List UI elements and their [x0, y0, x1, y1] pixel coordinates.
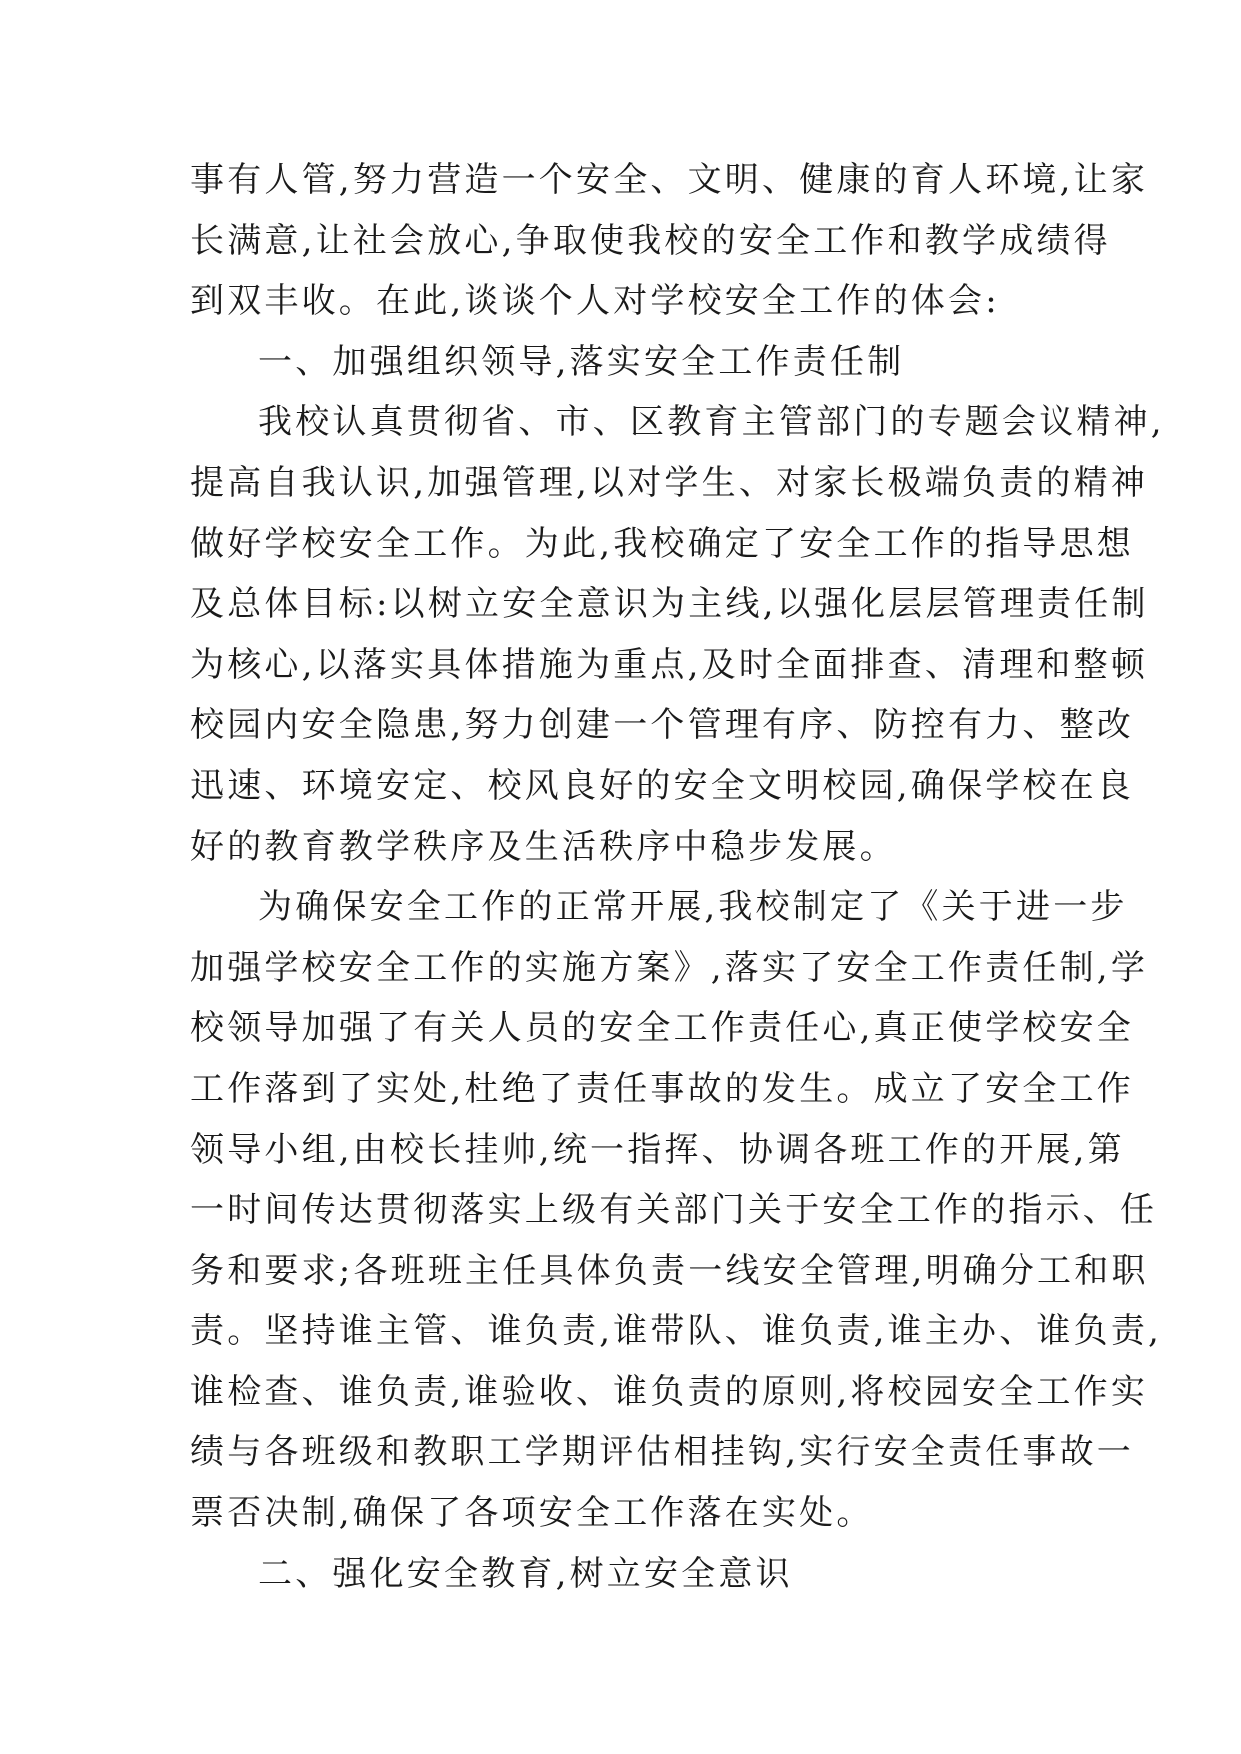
- text-line: 工作落到了实处,杜绝了责任事故的发生。成立了安全工作: [190, 1068, 1135, 1109]
- text-line: 校领导加强了有关人员的安全工作责任心,真正使学校安全: [190, 1008, 1135, 1049]
- text-line: 为确保安全工作的正常开展,我校制定了《关于进一步: [258, 887, 1128, 928]
- text-line: 一时间传达贯彻落实上级有关部门关于安全工作的指示、任: [190, 1190, 1158, 1231]
- text-line: 好的教育教学秩序及生活秩序中稳步发展。: [190, 826, 897, 867]
- text-line: 绩与各班级和教职工学期评估相挂钩,实行安全责任事故一: [190, 1432, 1135, 1473]
- text-line: 事有人管,努力营造一个安全、文明、健康的育人环境,让家: [190, 160, 1149, 200]
- text-line: 加强学校安全工作的实施方案》,落实了安全工作责任制,学: [190, 947, 1149, 988]
- text-line: 校园内安全隐患,努力创建一个管理有序、防控有力、整改: [190, 705, 1135, 746]
- text-line: 长满意,让社会放心,争取使我校的安全工作和教学成绩得: [190, 220, 1111, 261]
- section-heading-2: 二、强化安全教育,树立安全意识: [258, 1553, 793, 1594]
- text-line: 为核心,以落实具体措施为重点,及时全面排查、清理和整顿: [190, 644, 1149, 685]
- text-line: 迅速、环境安定、校风良好的安全文明校园,确保学校在良: [190, 765, 1135, 806]
- body-text: [190, 150, 1165, 1604]
- document-page: [190, 150, 1165, 1604]
- text-line: 及总体目标:以树立安全意识为主线,以强化层层管理责任制: [190, 584, 1149, 625]
- text-line: 谁检查、谁负责,谁验收、谁负责的原则,将校园安全工作实: [190, 1371, 1149, 1412]
- text-line: 票否决制,确保了各项安全工作落在实处。: [190, 1493, 874, 1534]
- text-line: 领导小组,由校长挂帅,统一指挥、协调各班工作的开展,第: [190, 1129, 1125, 1170]
- text-line: 做好学校安全工作。为此,我校确定了安全工作的指导思想: [190, 523, 1135, 564]
- text-line: 提高自我认识,加强管理,以对学生、对家长极端负责的精神: [190, 462, 1149, 503]
- section-heading-1: 一、加强组织领导,落实安全工作责任制: [258, 341, 905, 382]
- text-line: 责。坚持谁主管、谁负责,谁带队、谁负责,谁主办、谁负责,: [190, 1311, 1163, 1352]
- text-line: 我校认真贯彻省、市、区教育主管部门的专题会议精神,: [258, 402, 1165, 443]
- text-line: 务和要求;各班班主任具体负责一线安全管理,明确分工和职: [190, 1250, 1149, 1291]
- text-line: 到双丰收。在此,谈谈个人对学校安全工作的体会:: [190, 281, 1000, 322]
